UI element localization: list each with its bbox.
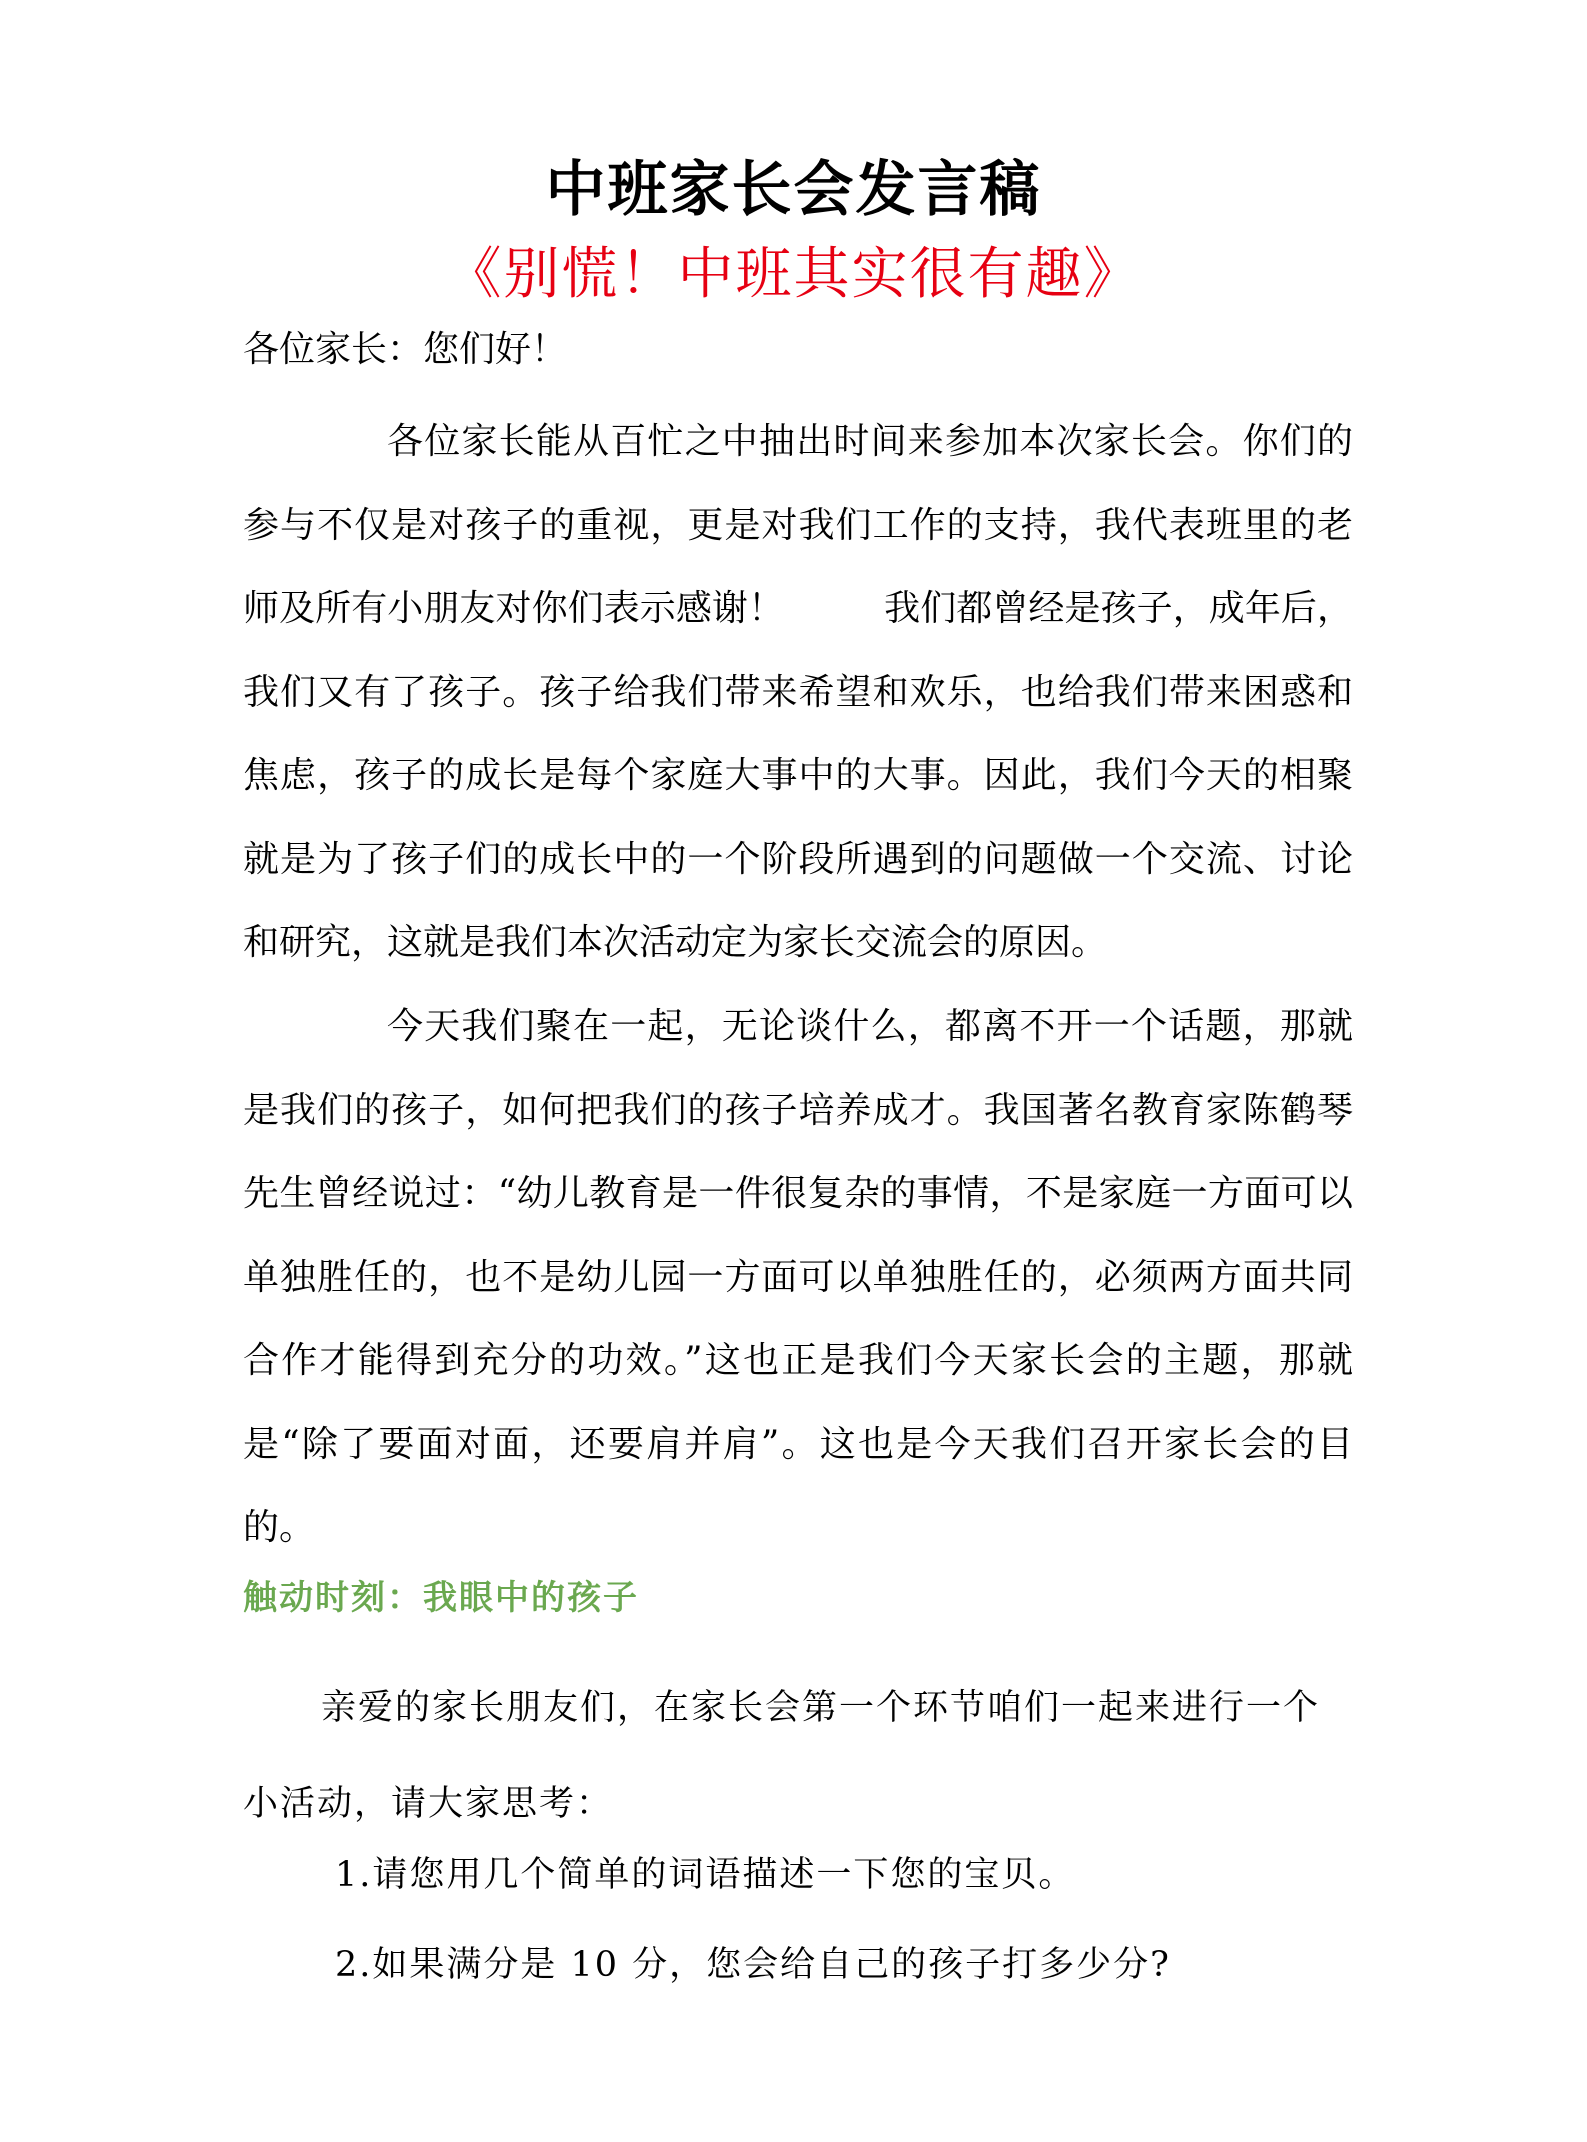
question-item: 1.请您用几个简单的词语描述一下您的宝贝。 xyxy=(335,1855,1076,1895)
document-subtitle: 《别慌！中班其实很有趣》 xyxy=(445,242,1142,307)
paragraph-opening xyxy=(243,400,1353,985)
question-item: 2.如果满分是 10 分，您会给自己的孩子打多少分? xyxy=(335,1945,1171,1985)
document-title: 中班家长会发言稿 xyxy=(545,155,1042,225)
paragraph-opening-part-2: 我们都曾经是孩子，成年后，我们又有了孩子。孩子给我们带来希望和欢乐，也给我们带来困惑和焦虑，孩子的成长是每个家庭大事中的大事。因此，我们今天的相聚就是为了孩子们的成长中的一个阶段所遇到的问题做一个交流、讨论和研究，这就是我们本次活动定为家长交流会的原因。 xyxy=(243,588,1353,963)
activity-intro: 亲爱的家长朋友们，在家长会第一个环节咱们一起来进行一个小活动，请大家思考： xyxy=(243,1688,1321,1824)
paragraph-theme: 今天我们聚在一起，无论谈什么，都离不开一个话题，那就是我们的孩子，如何把我们的孩子培养成才。我国著名教育家陈鹤琴先生曾经说过：“幼儿教育是一件很复杂的事情，不是家庭一方面可以单独胜任的，也不是幼儿园一方面可以单独胜任的，必须两方面共同合作才能得到充分的功效。”这也正是我们今天家长会的主题，那就是“除了要面对面，还要肩并肩”。这也是今天我们召开家长会的目的。 xyxy=(243,1006,1353,1548)
paragraph-opening-part-1: 各位家长能从百忙之中抽出时间来参加本次家长会。你们的参与不仅是对孩子的重视，更是对我们工作的支持，我代表班里的老师及所有小朋友对你们表示感谢！ xyxy=(243,421,1353,629)
section-heading: 触动时刻：我眼中的孩子 xyxy=(243,1578,639,1618)
greeting: 各位家长：您们好！ xyxy=(243,329,568,370)
